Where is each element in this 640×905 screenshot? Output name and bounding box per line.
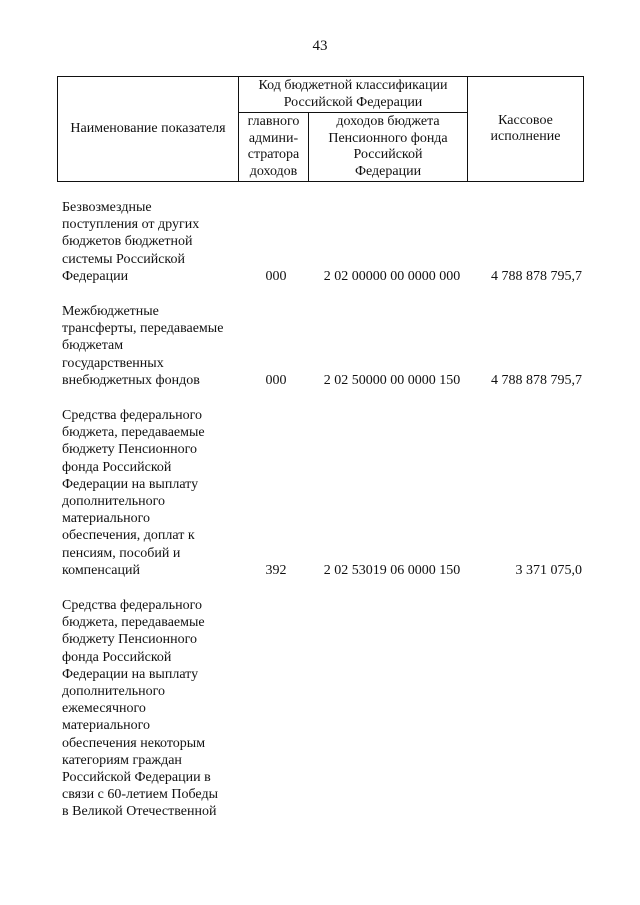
row-name: Средства федерального бюджета, передаваемые бюджету Пенсионного фонда Российской Федерации на выплату дополнительного материального обеспечения, доплат к пенсиям, пособий и компенсаций	[62, 408, 205, 578]
row-admin-code: 000	[265, 269, 287, 284]
row-amount: 3 371 075,0	[515, 563, 582, 578]
row-name: Средства федерального бюджета, передаваемые бюджету Пенсионного фонда Российской Федерации на выплату дополнительного ежемесячного материального обеспечения некоторым категориям граждан Российской Федерации в связи с 60-летием Победы в Великой Отечественной	[62, 598, 218, 820]
row-admin-code: 392	[265, 563, 287, 578]
header-code-group: Код бюджетной классификации Российской Федерации	[258, 78, 448, 110]
row-amount: 4 788 878 795,7	[491, 269, 582, 284]
header-name-column: Наименование показателя	[70, 120, 226, 136]
row-name: Безвозмездные поступления от других бюджетов бюджетной системы Российской Федерации	[62, 200, 200, 284]
row-admin-code: 000	[265, 373, 287, 388]
header-revenue-code-column: доходов бюджета Пенсионного фонда Российской Федерации	[328, 114, 448, 179]
row-amount: 4 788 878 795,7	[491, 373, 582, 388]
row-budget-code: 2 02 50000 00 0000 150	[323, 373, 461, 388]
row-budget-code: 2 02 53019 06 0000 150	[323, 563, 461, 578]
page-number: 43	[312, 38, 328, 54]
header-admin-column: главного админи- стратора доходов	[247, 114, 300, 179]
header-amount-column: Кассовое исполнение	[490, 112, 561, 144]
table-header	[57, 76, 584, 182]
row-budget-code: 2 02 00000 00 0000 000	[323, 269, 461, 284]
row-name: Межбюджетные трансферты, передаваемые бюджетам государственных внебюджетных фондов	[62, 304, 224, 388]
